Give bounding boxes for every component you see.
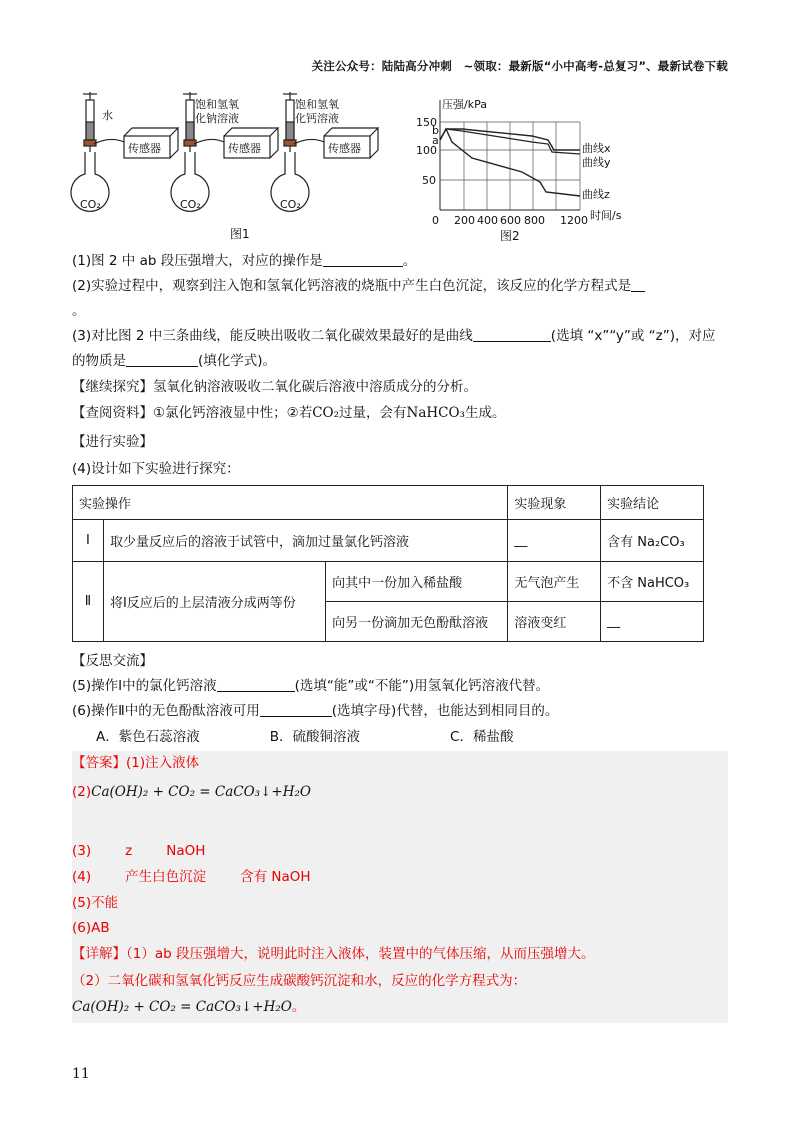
option-b: B．硫酸铜溶液 <box>269 729 361 745</box>
answer-6: (6)AB <box>72 920 110 936</box>
experiment-table <box>72 485 704 642</box>
reflect-heading: 【反思交流】 <box>72 653 153 669</box>
answer-blank[interactable] <box>631 277 645 292</box>
equation-2: Ca(OH)₂ + CO₂ = CaCO₃↓+H₂O <box>72 999 292 1015</box>
figure-2-chart <box>412 92 652 244</box>
flask-label: CO₂ <box>280 198 301 211</box>
question-5: (5)操作Ⅰ中的氯化钙溶液 (选填“能”或“不能”)用氢氧化钙溶液代替。 <box>72 678 550 694</box>
curve-y-label: 曲线y <box>582 156 611 169</box>
reference-info: 【查阅资料】①氯化钙溶液显中性；②若CO₂过量，会有NaHCO₃生成。 <box>72 405 506 421</box>
phenomenon: __ <box>508 520 601 562</box>
label-water: 水 <box>102 109 113 122</box>
experiment-heading: 【进行实验】 <box>72 434 153 450</box>
row-number: Ⅱ <box>73 562 104 642</box>
question-4: (4)设计如下实验进行探究： <box>72 461 240 477</box>
label-naoh-1: 饱和氢氧 <box>195 98 239 111</box>
x-tick: 1200 <box>560 214 588 227</box>
figure-1-caption: 图1 <box>230 227 250 241</box>
question-6: (6)操作Ⅱ中的无色酚酞溶液可用 (选填字母)代替，也能达到相同目的。 <box>72 703 559 719</box>
x-tick: 400 <box>477 214 498 227</box>
x-tick: 800 <box>524 214 545 227</box>
label-caoh2-2: 化钙溶液 <box>295 112 339 125</box>
question-2: (2)实验过程中，观察到注入饱和氢氧化钙溶液的烧瓶中产生白色沉淀，该反应的化学方程式是 <box>72 276 645 296</box>
detail-1: 【详解】（1）ab 段压强增大，说明此时注入液体，装置中的气体压缩，从而压强增大。 <box>72 946 595 962</box>
grid <box>440 122 580 210</box>
answer-blank[interactable] <box>260 702 332 717</box>
question-1: (1)图 2 中 ab 段压强增大，对应的操作是 。 <box>72 253 417 269</box>
question-3: (3)对比图 2 中三条曲线，能反映出吸收二氧化碳效果最好的是曲线 (选填 “x”“y”或 “z”)，对应 <box>72 328 716 344</box>
answer-5: (5)不能 <box>72 895 119 911</box>
header-operation: 实验操作 <box>73 486 508 520</box>
x-tick: 0 <box>432 214 439 227</box>
sensor-label: 传感器 <box>328 142 361 155</box>
header-phenomenon: 实验现象 <box>508 486 601 520</box>
x-tick: 200 <box>454 214 475 227</box>
answer-blank[interactable] <box>323 252 403 267</box>
question-3-cont: 的物质是 (填化学式)。 <box>72 353 277 369</box>
flask-label: CO₂ <box>80 198 101 211</box>
figure-1 <box>70 92 380 242</box>
page-header: 关注公众号：陆陆高分冲刺 ~领取：最新版“小中高考-总复习”、最新试卷下载 <box>311 59 728 73</box>
curve-z-label: 曲线z <box>582 188 610 201</box>
phenomenon: 无气泡产生 <box>508 562 601 602</box>
point-a: a <box>432 134 439 147</box>
label-caoh2-1: 饱和氢氧 <box>295 98 339 111</box>
option-c: C．稀盐酸 <box>450 729 514 745</box>
answer-2: (2)Ca(OH)₂ + CO₂ = CaCO₃↓+H₂O <box>72 784 311 800</box>
phenomenon: 溶液变红 <box>508 602 601 642</box>
operation: 取少量反应后的溶液于试管中，滴加过量氯化钙溶液 <box>103 520 507 562</box>
answer-4: (4) 产生白色沉淀 含有 NaOH <box>72 869 311 885</box>
equation-2-line: Ca(OH)₂ + CO₂ = CaCO₃↓+H₂O。 <box>72 999 306 1015</box>
conclusion: 含有 Na₂CO₃ <box>601 520 704 562</box>
options <box>96 727 513 747</box>
sensor-label: 传感器 <box>228 142 261 155</box>
point-b: b <box>432 124 439 137</box>
answer-1: 【答案】(1)注入液体 <box>72 755 200 771</box>
continue-explore: 【继续探究】氢氧化钠溶液吸收二氧化碳后溶液中溶质成分的分析。 <box>72 379 477 395</box>
detail-2: （2）二氧化碳和氢氧化钙反应生成碳酸钙沉淀和水，反应的化学方程式为： <box>72 973 527 989</box>
conclusion: __ <box>601 602 704 642</box>
y-tick: 100 <box>416 144 437 157</box>
answer-3: (3) z NaOH <box>72 843 206 859</box>
x-tick: 600 <box>500 214 521 227</box>
label-naoh-2: 化钠溶液 <box>195 112 239 125</box>
sensor-label: 传感器 <box>128 142 161 155</box>
sub-operation: 向另一份滴加无色酚酞溶液 <box>326 602 508 642</box>
x-axis-label: 时间/s <box>590 209 622 222</box>
curve-x-label: 曲线x <box>582 142 611 155</box>
answer-blank[interactable] <box>473 327 551 342</box>
y-tick: 50 <box>422 174 436 187</box>
flask-label: CO₂ <box>180 198 201 211</box>
conclusion: 不含 NaHCO₃ <box>601 562 704 602</box>
apparatus-water <box>71 92 178 211</box>
question-2-end: 。 <box>72 303 86 319</box>
y-tick: 150 <box>416 116 437 129</box>
answer-blank[interactable] <box>217 677 295 692</box>
answer-blank[interactable] <box>126 352 198 367</box>
operation: 将Ⅰ反应后的上层清液分成两等份 <box>103 562 325 642</box>
equation: Ca(OH)₂ + CO₂ = CaCO₃↓+H₂O <box>91 784 311 800</box>
figure-2-caption: 图2 <box>500 229 520 243</box>
row-number: Ⅰ <box>73 520 104 562</box>
page-number: 11 <box>72 1066 90 1082</box>
header-conclusion: 实验结论 <box>601 486 704 520</box>
y-axis-label: 压强/kPa <box>442 98 487 111</box>
sub-operation: 向其中一份加入稀盐酸 <box>326 562 508 602</box>
option-a: A．紫色石蕊溶液 <box>96 729 200 745</box>
